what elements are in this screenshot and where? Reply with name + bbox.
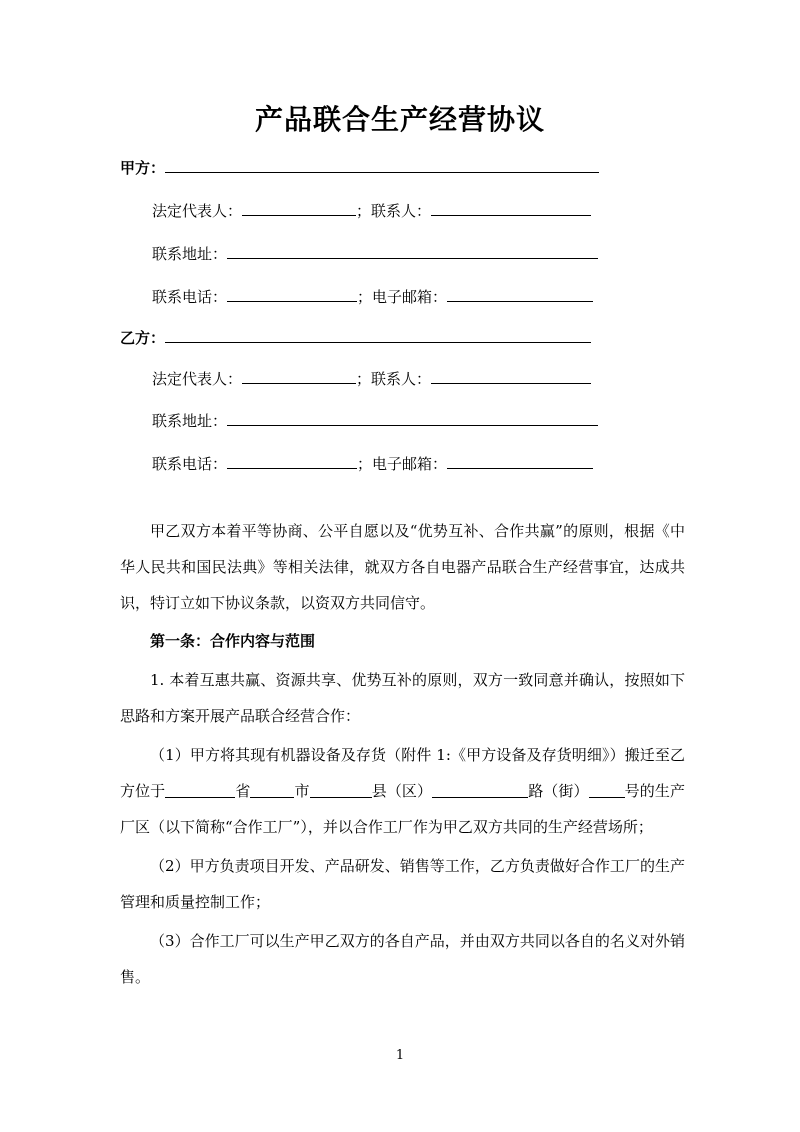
party-b-email-label: 电子邮箱： — [372, 455, 448, 473]
party-a-rep-label: 法定代表人： — [152, 202, 243, 220]
province-blank[interactable] — [165, 781, 235, 798]
party-b-sep2: ； — [357, 455, 373, 473]
article1-sub1 — [120, 737, 685, 845]
party-b-sep: ； — [356, 370, 372, 388]
party-a-label: 甲方： — [120, 159, 166, 177]
party-b-address-label: 联系地址： — [152, 412, 228, 430]
party-a-line — [120, 155, 599, 175]
sub1-part2: 号的生产厂区（以下简称“合作工厂”），并以合作工厂作为甲乙双方共同的生产经营场所； — [120, 782, 685, 836]
party-b-label: 乙方： — [120, 329, 166, 347]
party-a-address-blank[interactable] — [227, 241, 598, 259]
sub1-county: 县（区） — [371, 782, 433, 800]
sub1-part1: （1）甲方将其现有机器设备及存货（附件 1:《甲方设备及存货明细》）搬迁至乙方位于 — [120, 746, 685, 800]
party-b-rep-line — [152, 366, 591, 386]
party-a-sep2: ； — [357, 288, 373, 306]
party-a-name-blank[interactable] — [165, 155, 599, 173]
party-a-phone-line — [152, 284, 593, 304]
party-b-line — [120, 325, 591, 345]
party-a-email-label: 电子邮箱： — [372, 288, 448, 306]
party-b-name-blank[interactable] — [165, 325, 591, 343]
sub1-city: 市 — [294, 782, 310, 800]
party-a-contact-label: 联系人： — [371, 202, 432, 220]
party-a-phone-blank[interactable] — [227, 284, 357, 302]
party-b-phone-line — [152, 451, 593, 471]
party-a-address-line — [152, 241, 598, 261]
party-a-email-blank[interactable] — [447, 284, 593, 302]
city-blank[interactable] — [250, 781, 294, 798]
party-b-contact-label: 联系人： — [371, 370, 432, 388]
party-b-phone-blank[interactable] — [227, 451, 357, 469]
road-blank[interactable] — [432, 781, 528, 798]
article1-sub2: （2）甲方负责项目开发、产品研发、销售等工作，乙方负责做好合作工厂的生产管理和质量控制工作； — [120, 857, 685, 911]
sub1-road: 路（街） — [528, 782, 589, 800]
article1-sub3: （3）合作工厂可以生产甲乙双方的各自产品，并由双方共同以各自的名义对外销售。 — [120, 932, 685, 986]
number-blank[interactable] — [589, 781, 625, 798]
sub1-province: 省 — [235, 782, 251, 800]
party-a-contact-blank[interactable] — [431, 198, 591, 216]
article1-heading: 第一条：合作内容与范围 — [150, 632, 316, 650]
body-text — [120, 513, 685, 995]
party-b-rep-blank[interactable] — [242, 366, 356, 384]
party-a-rep-line — [152, 198, 591, 218]
article1-item1: 1. 本着互惠共赢、资源共享、优势互补的原则，双方一致同意并确认，按照如下思路和方案开展产品联合经营合作： — [120, 671, 685, 725]
party-a-rep-blank[interactable] — [242, 198, 356, 216]
party-a-phone-label: 联系电话： — [152, 288, 228, 306]
party-a-sep: ； — [356, 202, 372, 220]
intro-paragraph: 甲乙双方本着平等协商、公平自愿以及“优势互补、合作共赢”的原则，根据《中华人民共和国民法典》等相关法律，就双方各自电器产品联合生产经营事宜，达成共识，特订立如下协议条款，以资双方共同信守。 — [120, 522, 685, 612]
party-b-address-line — [152, 408, 598, 428]
party-b-rep-label: 法定代表人： — [152, 370, 243, 388]
party-b-contact-blank[interactable] — [431, 366, 591, 384]
county-blank[interactable] — [310, 781, 372, 798]
page-number: 1 — [395, 1048, 405, 1063]
party-b-email-blank[interactable] — [447, 451, 593, 469]
party-a-address-label: 联系地址： — [152, 245, 228, 263]
party-b-address-blank[interactable] — [227, 408, 598, 426]
party-b-phone-label: 联系电话： — [152, 455, 228, 473]
document-title: 产品联合生产经营协议 — [254, 103, 545, 136]
